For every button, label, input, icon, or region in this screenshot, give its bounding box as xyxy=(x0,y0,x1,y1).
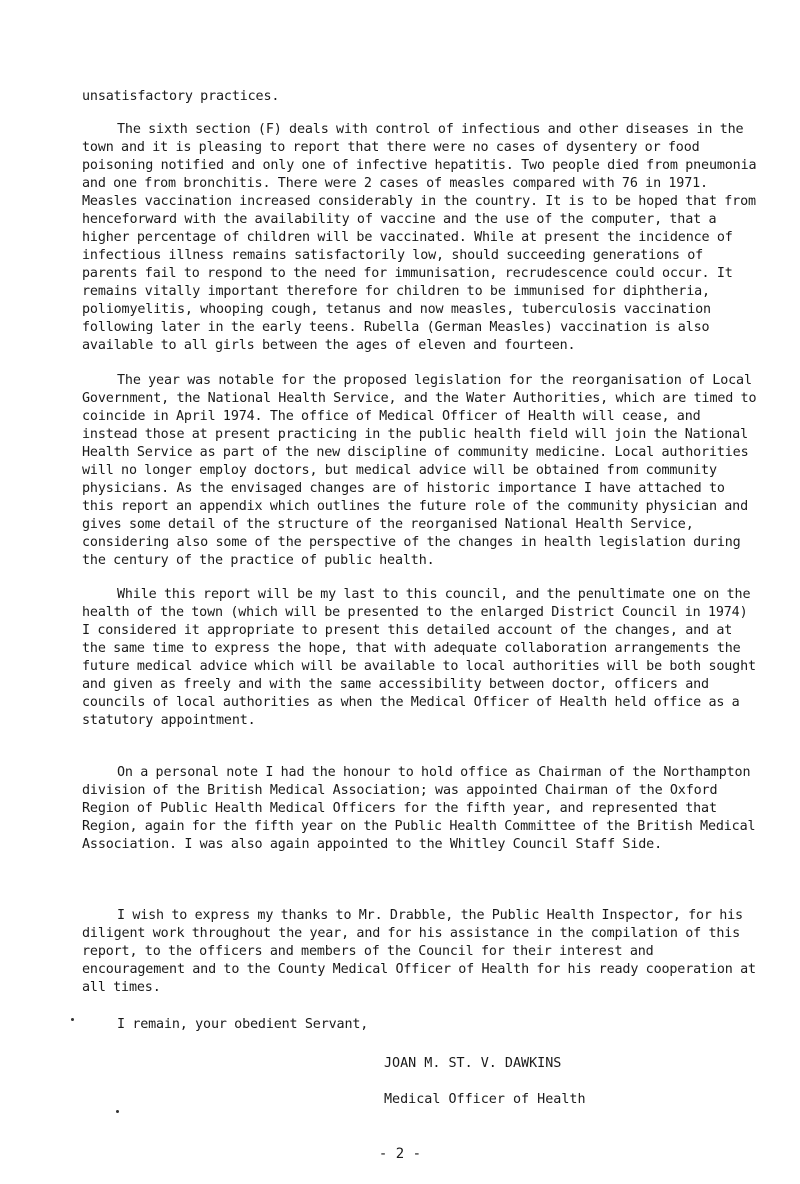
paragraph-acknowledgements: I wish to express my thanks to Mr. Drabble, the Public Health Inspector, for his diligent work throughout the year, and for his assistance in the compilation of this report, to the officers and members of the Council for their interest and encouragement and to the County Medical Officer of Health for his ready cooperation at all times. xyxy=(82,908,756,995)
paragraph-infectious-diseases: The sixth section (F) deals with control of infectious and other diseases in the town and it is pleasing to report that there were no cases of dysentery or food poisoning notified and only one of infective hepatitis. Two people died from pneumonia and one from bronchitis. There were 2 cases of measles compared with 76 in 1971. Measles vaccination increased considerably in the country. It is to be hoped that from henceforward with the availability of vaccine and the use of the computer, that a higher percentage of children will be vaccinated. While at present the incidence of infectious illness remains satisfactorily low, should succeeding generations of parents fail to respond to the need for immunisation, recrudescence could occur. It remains vitally important therefore for children to be immunised for diphtheria, poliomyelitis, whooping cough, tetanus and now measles, tuberculosis vaccination following later in the early teens. Rubella (German Measles) vaccination is also available to all girls between the ages of eleven and fourteen. xyxy=(82,122,757,353)
paragraph-reorganisation: The year was notable for the proposed legislation for the reorganisation of Local Government, the National Health Service, and the Water Authorities, which are timed to coincide in April 1974. The office of Medical Officer of Health will cease, and instead those at present practicing in the public health field will join the National Health Service as part of the new discipline of community medicine. Local authorities will no longer employ doctors, but medical advice will be obtained from community physicians. As the envisaged changes are of historic importance I have attached to this report an appendix which outlines the future role of the community physician and gives some detail of the structure of the reorganised National Health Service, considering also some of the perspective of the changes in health legislation during the century of the practice of public health. xyxy=(82,373,757,568)
signatory-name: JOAN M. ST. V. DAWKINS xyxy=(384,1056,562,1071)
paragraph-personal-note: On a personal note I had the honour to hold office as Chairman of the Northampton division of the British Medical Association; was appointed Chairman of the Oxford Region of Public Health Medical Officers for the fifth year, and represented that Region, again for the fifth year on the Public Health Committee of the British Medical Association. I was also again appointed to the Whitley Council Staff Side. xyxy=(82,765,756,852)
scan-speck xyxy=(116,1110,119,1113)
page-number: - 2 - xyxy=(378,1146,422,1162)
signatory-title: Medical Officer of Health xyxy=(384,1092,586,1107)
lead-line: unsatisfactory practices. xyxy=(82,89,280,104)
paragraph-last-report: While this report will be my last to this council, and the penultimate one on the health of the town (which will be presented to the enlarged District Council in 1974) I considered it appropriate to present this detailed account of the changes, and at the same time to express the hope, that with adequate collaboration arrangements the future medical advice which will be available to local authorities will be both sought and given as freely and with the same accessibility between doctor, officers and councils of local authorities as when the Medical Officer of Health held office as a statutory appointment. xyxy=(82,587,756,728)
closing-line: I remain, your obedient Servant, xyxy=(117,1017,369,1032)
scan-speck xyxy=(71,1018,74,1021)
